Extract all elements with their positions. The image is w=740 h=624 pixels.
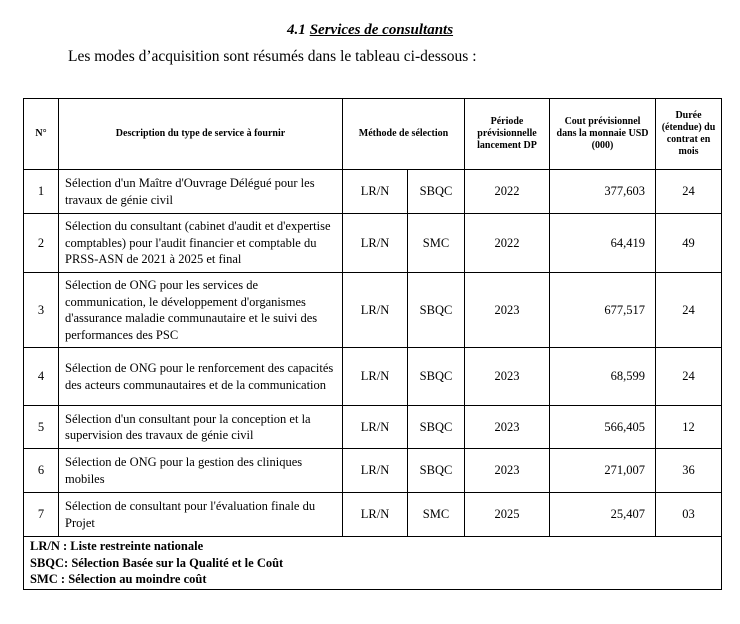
table-row (24, 214, 722, 273)
row-list-type: LR/N (343, 214, 408, 273)
row-cost: 566,405 (550, 406, 656, 449)
row-number: 2 (24, 214, 59, 273)
row-duration: 12 (656, 406, 722, 449)
row-method: SMC (408, 214, 465, 273)
legend-cell (24, 537, 722, 590)
row-number: 3 (24, 273, 59, 348)
row-cost: 64,419 (550, 214, 656, 273)
section-title: Services de consultants (309, 22, 454, 38)
row-description: Sélection de ONG pour les services de communication, le développement d'organismes d'assurance maladie communautaire et le suivi des performances des PSC (59, 273, 343, 348)
row-method: SBQC (408, 406, 465, 449)
row-cost: 271,007 (550, 449, 656, 493)
legend-lrn: LR/N : Liste restreinte nationale (30, 539, 204, 553)
row-duration: 49 (656, 214, 722, 273)
consultant-services-table (23, 98, 722, 590)
legend-sbqc: SBQC: Sélection Basée sur la Qualité et le Coût (30, 555, 284, 570)
row-period: 2023 (465, 449, 550, 493)
header-description: Description du type de service à fournir (59, 99, 343, 170)
header-num: N° (24, 99, 59, 170)
row-list-type: LR/N (343, 273, 408, 348)
intro-paragraph: Les modes d’acquisition sont résumés dans le tableau ci-dessous : (68, 48, 477, 65)
row-description: Sélection du consultant (cabinet d'audit et d'expertise comptables) pour l'audit financier et comptable du PRSS-ASN de 2021 à 2025 et final (59, 214, 343, 273)
row-number: 5 (24, 406, 59, 449)
row-duration: 03 (656, 493, 722, 537)
table-row (24, 170, 722, 214)
legend-smc: SMC : Sélection au moindre coût (30, 572, 207, 586)
row-period: 2023 (465, 273, 550, 348)
row-description: Sélection de ONG pour la gestion des cliniques mobiles (59, 449, 343, 493)
row-list-type: LR/N (343, 406, 408, 449)
row-description: Sélection de consultant pour l'évaluation finale du Projet (59, 493, 343, 537)
row-period: 2023 (465, 406, 550, 449)
row-cost: 68,599 (550, 348, 656, 406)
row-list-type: LR/N (343, 493, 408, 537)
header-method: Méthode de sélection (343, 99, 465, 170)
row-method: SBQC (408, 170, 465, 214)
row-description: Sélection d'un Maître d'Ouvrage Délégué pour les travaux de génie civil (59, 170, 343, 214)
row-period: 2022 (465, 170, 550, 214)
row-duration: 24 (656, 273, 722, 348)
row-number: 1 (24, 170, 59, 214)
row-number: 4 (24, 348, 59, 406)
row-method: SBQC (408, 348, 465, 406)
row-list-type: LR/N (343, 170, 408, 214)
row-number: 7 (24, 493, 59, 537)
row-list-type: LR/N (343, 449, 408, 493)
table-row (24, 406, 722, 449)
row-method: SBQC (408, 273, 465, 348)
row-number: 6 (24, 449, 59, 493)
row-description: Sélection de ONG pour le renforcement des capacités des acteurs communautaires et de la communication (59, 348, 343, 406)
row-period: 2023 (465, 348, 550, 406)
row-cost: 25,407 (550, 493, 656, 537)
header-duration: Durée (étendue) du contrat en mois (656, 99, 722, 170)
legend-row (24, 537, 722, 590)
row-period: 2022 (465, 214, 550, 273)
row-description: Sélection d'un consultant pour la conception et la supervision des travaux de génie civil (59, 406, 343, 449)
row-duration: 36 (656, 449, 722, 493)
section-heading (0, 22, 740, 39)
row-list-type: LR/N (343, 348, 408, 406)
row-method: SBQC (408, 449, 465, 493)
row-method: SMC (408, 493, 465, 537)
row-period: 2025 (465, 493, 550, 537)
header-cost: Cout prévisionnel dans la monnaie USD (000) (550, 99, 656, 170)
row-duration: 24 (656, 170, 722, 214)
table-row (24, 348, 722, 406)
section-number: 4.1 (286, 22, 306, 38)
table-row (24, 449, 722, 493)
row-duration: 24 (656, 348, 722, 406)
table-row (24, 273, 722, 348)
row-cost: 377,603 (550, 170, 656, 214)
row-cost: 677,517 (550, 273, 656, 348)
table-row (24, 493, 722, 537)
header-period: Période prévisionnelle lancement DP (465, 99, 550, 170)
table-header-row (24, 99, 722, 170)
